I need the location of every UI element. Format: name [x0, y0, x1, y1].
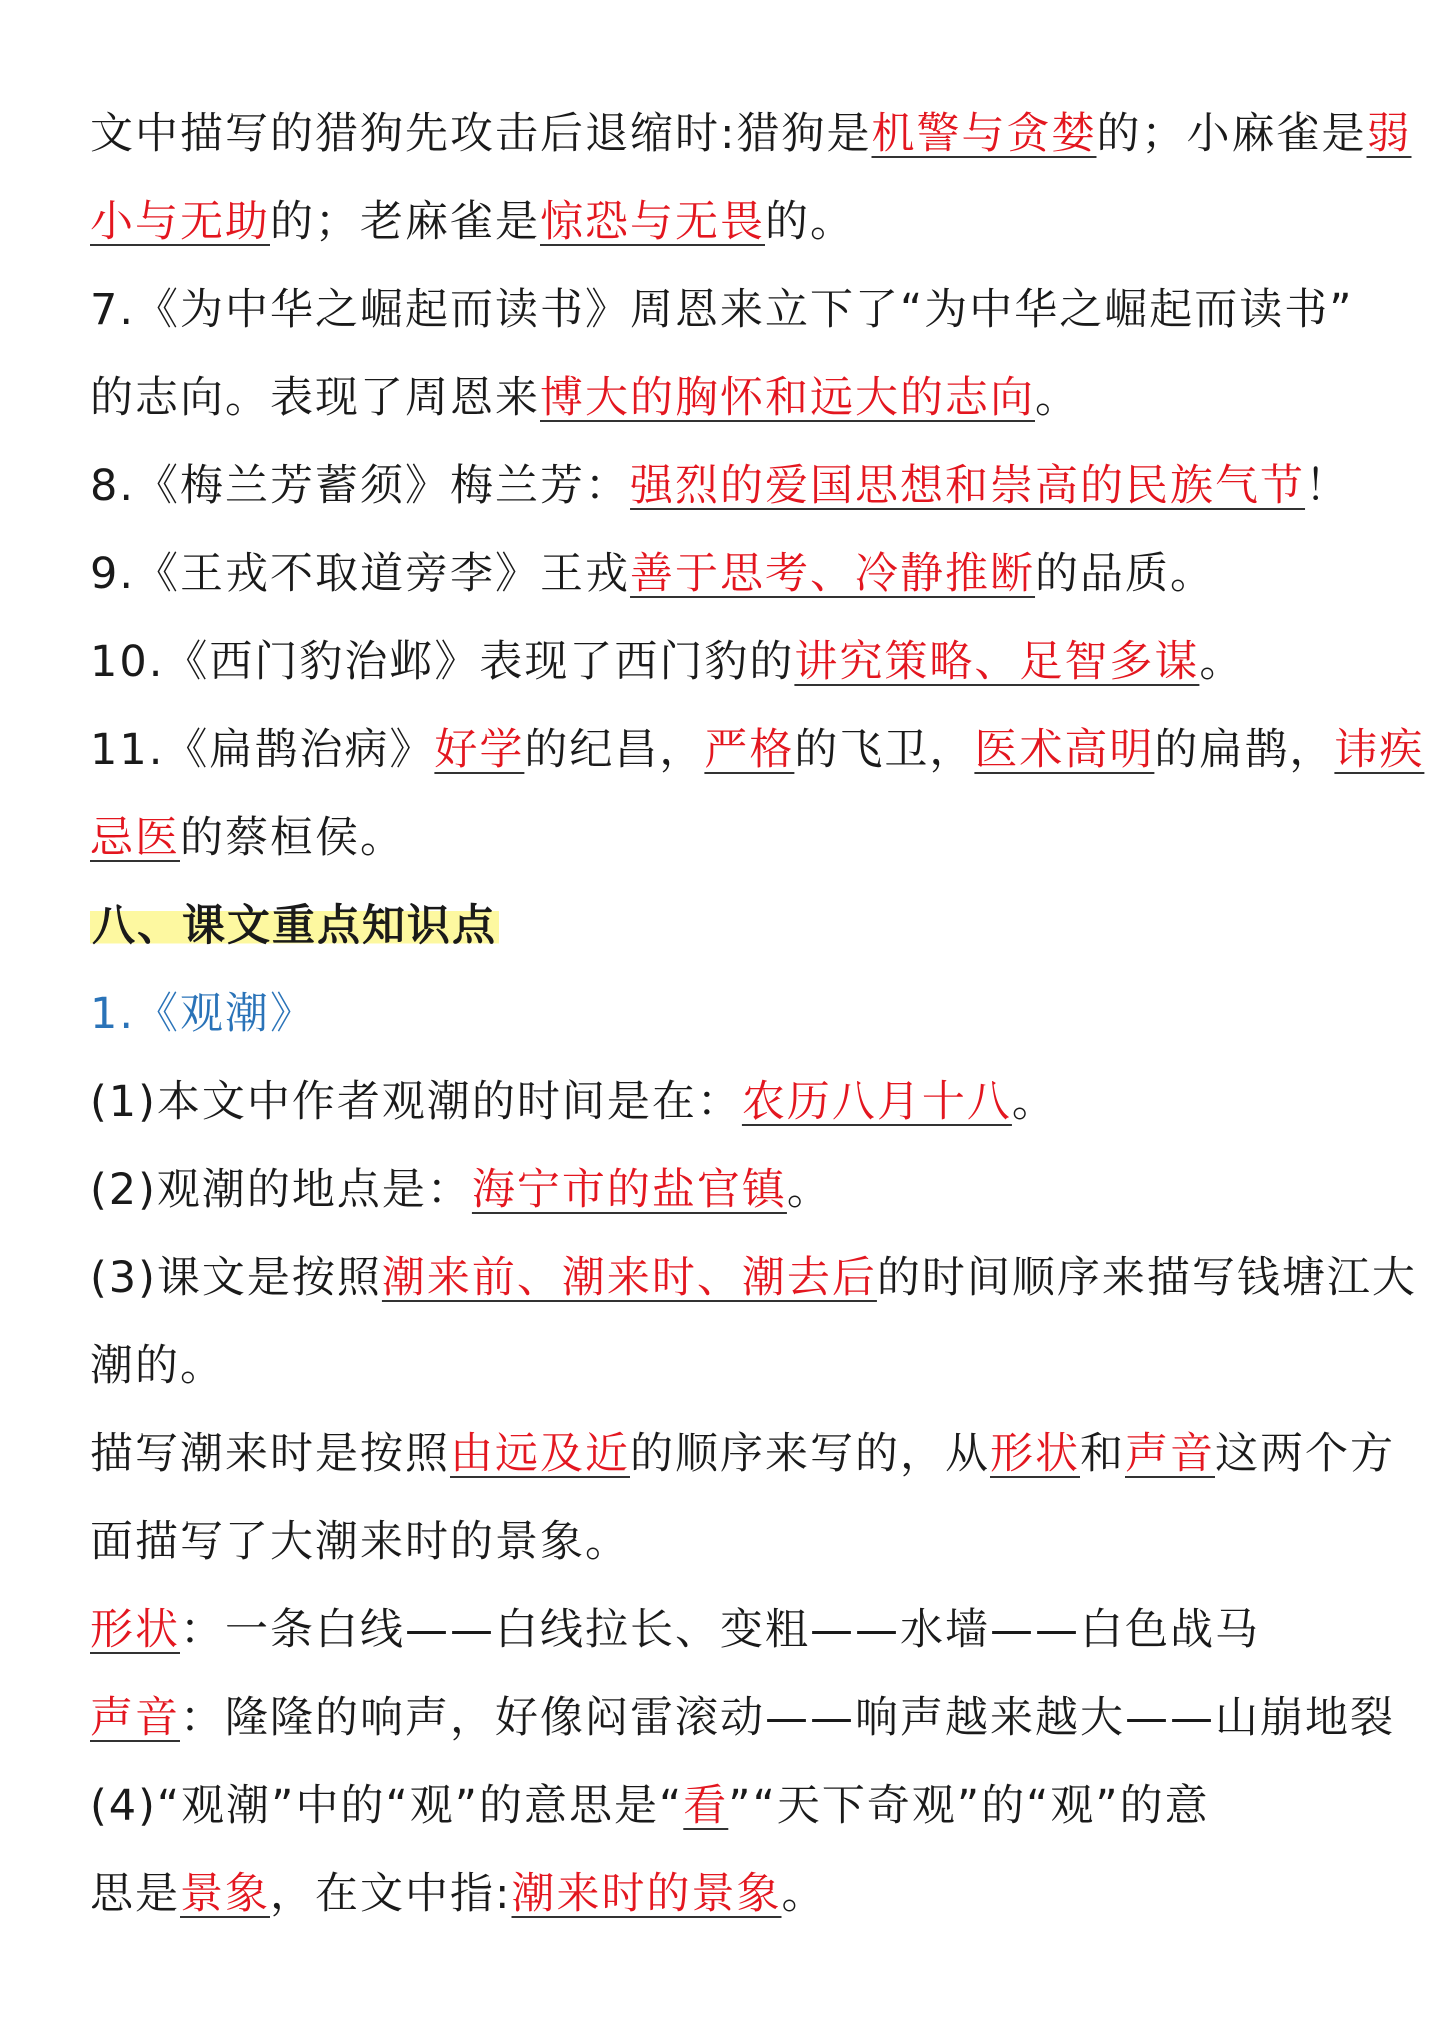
- plain-text: 这两个方: [1215, 1429, 1395, 1479]
- answer-highlight: 强烈的爱国思想和崇高的民族气节: [630, 461, 1306, 511]
- plain-text: 的；小麻雀是: [1096, 109, 1367, 159]
- answer-highlight: 严格: [704, 725, 795, 775]
- answer-highlight: 忌医: [90, 813, 180, 863]
- plain-text: ，在文中指:: [270, 1869, 512, 1919]
- answer-highlight: 小与无助: [90, 197, 270, 247]
- text-line: [90, 618, 1360, 706]
- answer-highlight: 潮来前、潮来时、潮去后: [381, 1253, 877, 1303]
- text-line: [90, 354, 1360, 442]
- answer-highlight: 形状: [90, 1605, 180, 1655]
- plain-text: 的时间顺序来描写钱塘江大: [876, 1253, 1417, 1303]
- answer-highlight: 讳疾: [1334, 725, 1425, 775]
- plain-text: 的扁鹊，: [1154, 725, 1335, 775]
- plain-text: ：隆隆的响声，好像闷雷滚动——响声越来越大——山崩地裂: [180, 1693, 1395, 1743]
- text-line: [90, 1410, 1395, 1498]
- text-line: [90, 1850, 1360, 1938]
- plain-text: 9.《王戎不取道旁李》王戎: [90, 549, 631, 599]
- plain-text: 。: [1035, 373, 1080, 423]
- section-heading-line: [90, 882, 1360, 970]
- plain-text: 的飞卫，: [794, 725, 975, 775]
- text-line: [90, 266, 1360, 354]
- plain-text: 11.《扁鹊治病》: [90, 725, 435, 775]
- text-line: [90, 442, 1360, 530]
- plain-text: 思是: [90, 1869, 180, 1919]
- text-line: [90, 794, 1360, 882]
- plain-text: 面描写了大潮来时的景象。: [90, 1517, 630, 1567]
- plain-text: 的。: [765, 197, 855, 247]
- plain-text: 。: [781, 1869, 827, 1919]
- answer-highlight: 声音: [90, 1693, 180, 1743]
- answer-highlight: 景象: [180, 1869, 270, 1919]
- plain-text: 。: [786, 1165, 832, 1215]
- subheading-line: [90, 970, 1360, 1058]
- answer-highlight: 由远及近: [450, 1429, 630, 1479]
- plain-text: 8.《梅兰芳蓄须》梅兰芳：: [90, 461, 631, 511]
- plain-text: 。: [1011, 1077, 1057, 1127]
- text-line: [90, 1234, 1417, 1322]
- plain-text: (4)“观潮”中的“观”的意思是“: [90, 1781, 684, 1831]
- answer-highlight: 惊恐与无畏: [540, 197, 765, 247]
- plain-text: 的纪昌，: [524, 725, 705, 775]
- answer-highlight: 讲究策略、足智多谋: [794, 637, 1200, 687]
- plain-text: 的顺序来写的，从: [630, 1429, 990, 1479]
- answer-highlight: 博大的胸怀和远大的志向: [540, 373, 1035, 423]
- plain-text: 的；老麻雀是: [270, 197, 540, 247]
- plain-text: (3)课文是按照: [90, 1253, 382, 1303]
- answer-highlight: 机警与贪婪: [871, 109, 1097, 159]
- plain-text: ：一条白线——白线拉长、变粗——水墙——白色战马: [180, 1605, 1260, 1655]
- plain-text: 描写潮来时是按照: [90, 1429, 450, 1479]
- answer-highlight: 声音: [1125, 1429, 1215, 1479]
- plain-text: ”“天下奇观”的“观”的意: [728, 1781, 1210, 1831]
- answer-highlight: 弱: [1366, 109, 1412, 159]
- plain-text: 的品质。: [1035, 549, 1216, 599]
- text-line: [90, 1498, 1360, 1586]
- text-line: [90, 706, 1425, 794]
- text-line: [90, 1762, 1360, 1850]
- text-line: [90, 1322, 1360, 1410]
- plain-text: (2)观潮的地点是：: [90, 1165, 472, 1215]
- plain-text: 和: [1080, 1429, 1125, 1479]
- plain-text: 10.《西门豹治邺》表现了西门豹的: [90, 637, 795, 687]
- section-heading: 八、课文重点知识点: [92, 901, 497, 951]
- text-line: [90, 1586, 1360, 1674]
- answer-highlight: 善于思考、冷静推断: [630, 549, 1036, 599]
- answer-highlight: 农历八月十八: [741, 1077, 1012, 1127]
- plain-text: 。: [1199, 637, 1245, 687]
- lesson-title: 1.《观潮》: [90, 989, 316, 1039]
- plain-text: 的志向。表现了周恩来: [90, 373, 540, 423]
- answer-highlight: 海宁市的盐官镇: [471, 1165, 787, 1215]
- text-line: [90, 1146, 1360, 1234]
- plain-text: ！: [1305, 461, 1351, 511]
- answer-highlight: 医术高明: [974, 725, 1155, 775]
- text-line: [90, 90, 1412, 178]
- document-body: [90, 90, 1425, 1938]
- text-line: [90, 1058, 1360, 1146]
- text-line: [90, 178, 1360, 266]
- plain-text: 的蔡桓侯。: [180, 813, 405, 863]
- answer-highlight: 形状: [990, 1429, 1080, 1479]
- answer-highlight: 看: [683, 1781, 729, 1831]
- plain-text: 潮的。: [90, 1341, 225, 1391]
- answer-highlight: 好学: [434, 725, 525, 775]
- text-line: [90, 530, 1360, 618]
- answer-highlight: 潮来时的景象: [511, 1869, 782, 1919]
- plain-text: (1)本文中作者观潮的时间是在：: [90, 1077, 742, 1127]
- plain-text: 文中描写的猎狗先攻击后退缩时:猎狗是: [90, 109, 872, 159]
- text-line: [90, 1674, 1395, 1762]
- plain-text: 7.《为中华之崛起而读书》周恩来立下了“为中华之崛起而读书”: [90, 285, 1354, 335]
